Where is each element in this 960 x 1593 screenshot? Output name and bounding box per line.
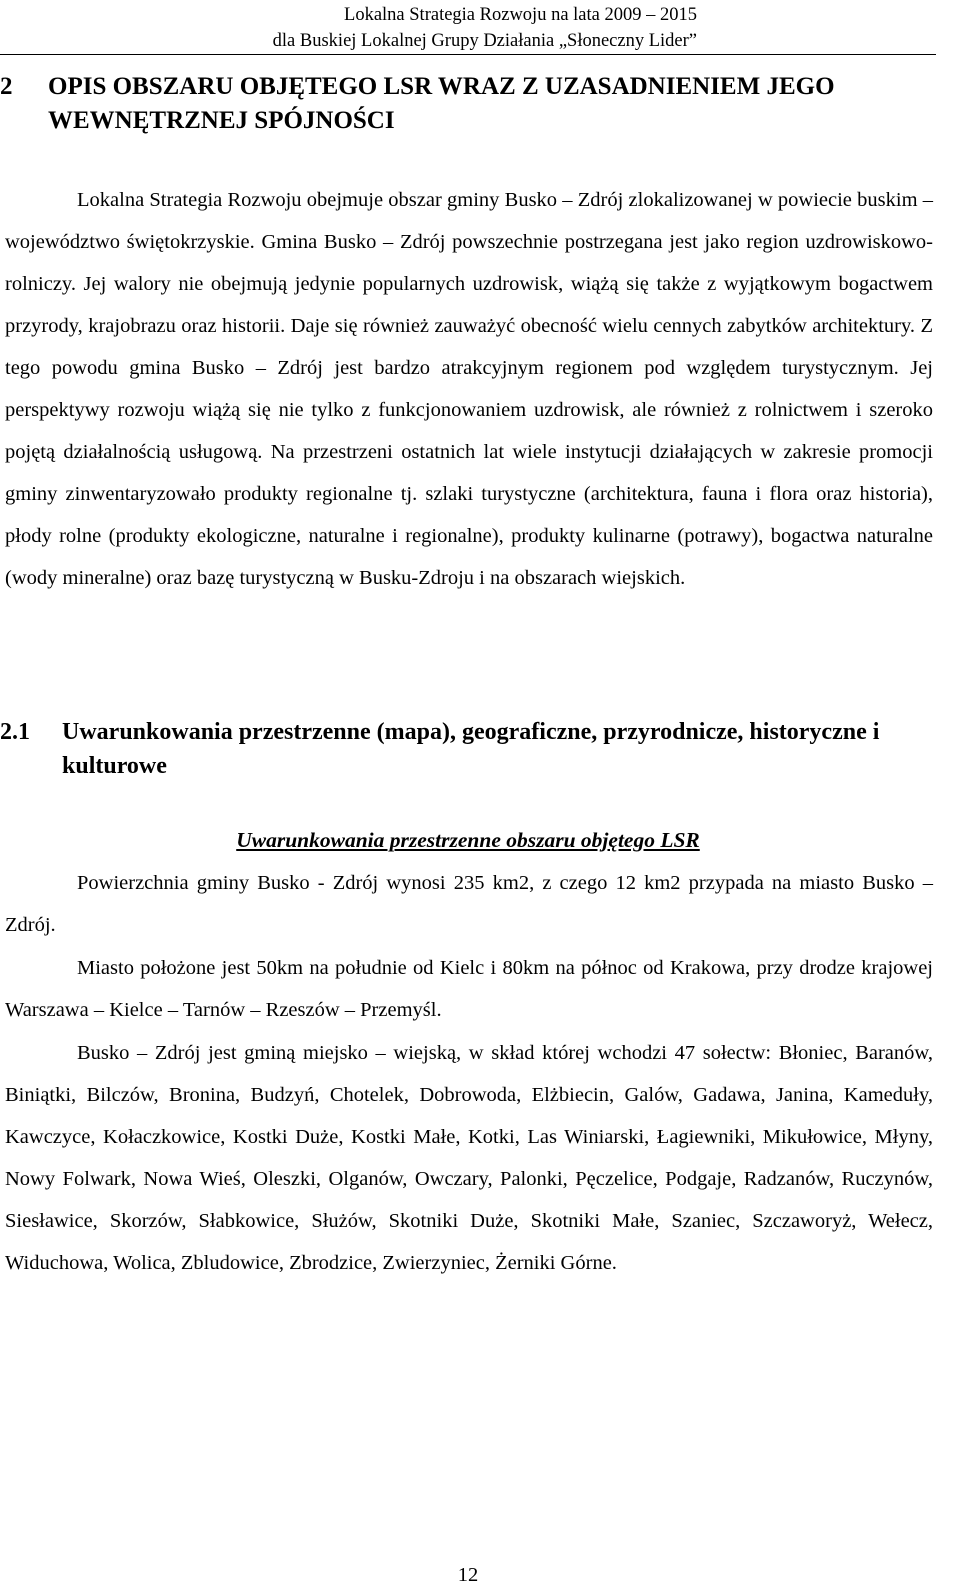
header-line-2: dla Buskiej Lokalnej Grupy Działania „Słoneczny Lider” xyxy=(272,31,697,51)
header-line-1: Lokalna Strategia Rozwoju na lata 2009 – 2015 xyxy=(344,5,697,25)
page-number: 12 xyxy=(457,1564,479,1586)
location-paragraph-text: Miasto położone jest 50km na południe od Kielc i 80km na północ od Krakowa, przy drodze krajowej Warszawa – Kielce – Tarnów – Rzeszów – Przemyśl. xyxy=(5,957,933,1021)
section-title: OPIS OBSZARU OBJĘTEGO LSR WRAZ Z UZASADNIENIEM JEGO WEWNĘTRZNEJ SPÓJNOŚCI xyxy=(48,73,835,134)
header-divider xyxy=(0,54,936,55)
subsection-title: Uwarunkowania przestrzenne (mapa), geograficzne, przyrodnicze, historyczne i kulturowe xyxy=(62,719,880,779)
villages-paragraph xyxy=(5,1032,933,1284)
subsection-number: 2.1 xyxy=(0,719,30,745)
intro-paragraph xyxy=(5,179,933,599)
area-paragraph xyxy=(5,862,933,946)
villages-paragraph-text: Busko – Zdrój jest gminą miejsko – wiejską, w skład której wchodzi 47 sołectw: Błoniec, Baranów, Biniątki, Bilczów, Bronina, Budzyń, Chotelek, Dobrowoda, Elżbiecin, Galów, Gadawa, Janina, Kameduły, Kawczyce, Kołaczkowice, Kostki Duże, Kostki Małe, Kotki, Las Winiarski, Łagiewniki, Mikułowice, Młyny, Nowy Folwark, Nowa Wieś, Oleszki, Olganów, Owczary, Palonki, Pęczelice, Podgaje, Radzanów, Ruczynów, Siesławice, Skorzów, Słabkowice, Służów, Skotniki Duże, Skotniki Małe, Szaniec, Szczaworyż, Wełecz, Widuchowa, Wolica, Zbludowice, Zbrodzice, Zwierzyniec, Żerniki Górne. xyxy=(5,1042,933,1274)
section-number: 2 xyxy=(0,73,13,100)
subsection-subtitle: Uwarunkowania przestrzenne obszaru objętego LSR xyxy=(236,828,700,852)
location-paragraph xyxy=(5,947,933,1031)
intro-paragraph-text: Lokalna Strategia Rozwoju obejmuje obszar gminy Busko – Zdrój zlokalizowanej w powiecie buskim – województwo świętokrzyskie. Gmina Busko – Zdrój powszechnie postrzegana jest jako region uzdrowiskowo-rolniczy. Jej walory nie obejmują jedynie popularnych uzdrowisk, wiążą się także z wyjątkowym bogactwem przyrody, krajobrazu oraz historii. Daje się również zauważyć obecność wielu cennych zabytków architektury. Z tego powodu gmina Busko – Zdrój jest bardzo atrakcyjnym regionem pod względem turystycznym. Jej perspektywy rozwoju wiążą się nie tylko z funkcjonowaniem uzdrowisk, ale również z rolnictwem i szeroko pojętą działalnością usługową. Na przestrzeni ostatnich lat wiele instytucji działających w zakresie promocji gminy zinwentaryzowało produkty regionalne tj. szlaki turystyczne (architektura, fauna i flora oraz historia), płody rolne (produkty ekologiczne, naturalne i regionalne), produkty kulinarne (potrawy), bogactwa naturalne (wody mineralne) oraz bazę turystyczną w Busku-Zdroju i na obszarach wiejskich. xyxy=(5,189,933,589)
area-paragraph-text: Powierzchnia gminy Busko - Zdrój wynosi 235 km2, z czego 12 km2 przypada na miasto Busko – Zdrój. xyxy=(5,872,933,936)
running-header xyxy=(97,2,697,54)
